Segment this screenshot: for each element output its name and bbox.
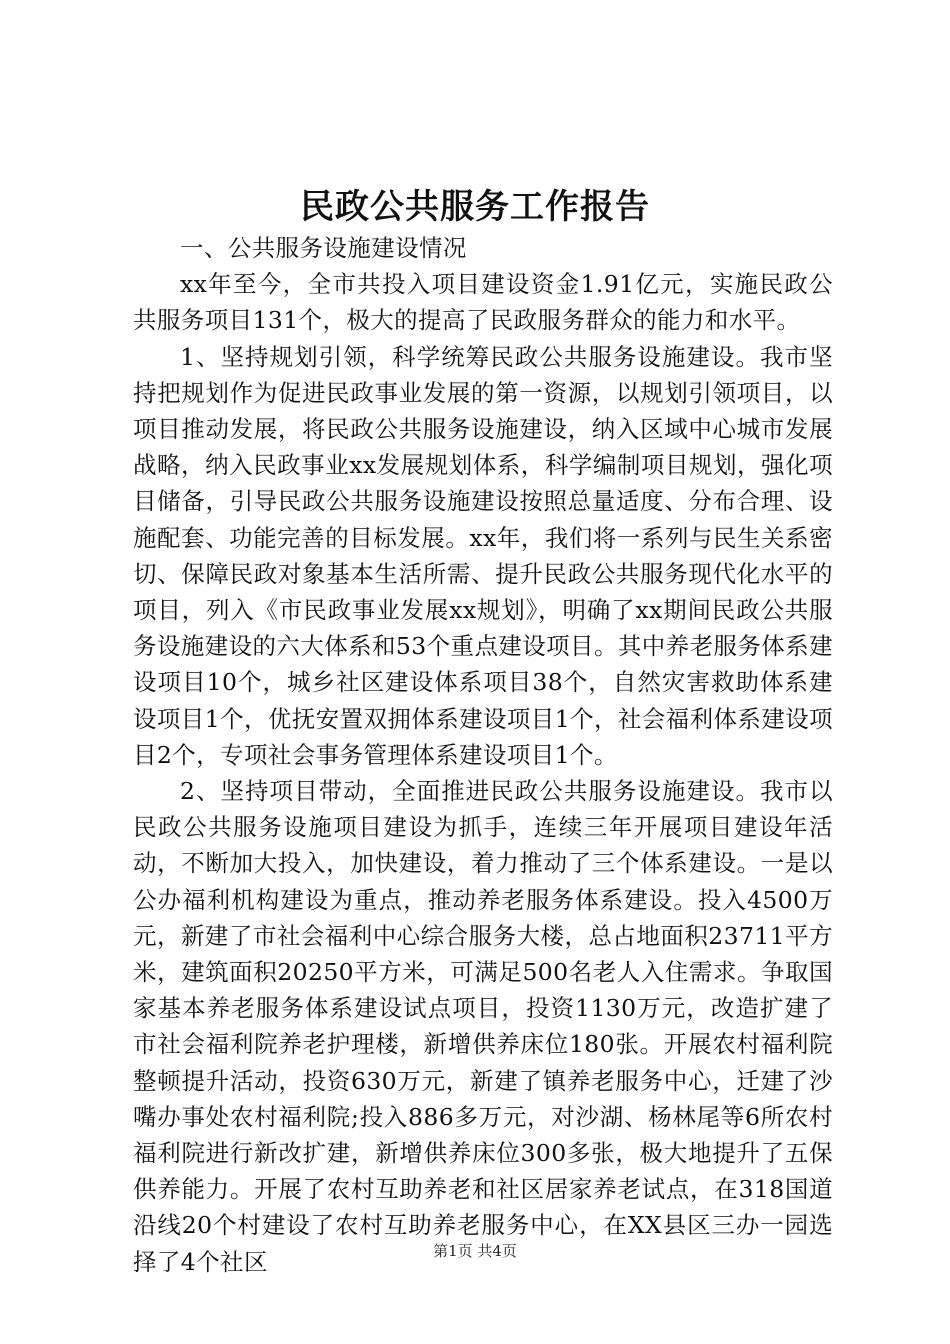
document-body xyxy=(133,230,833,1280)
document-title: 民政公共服务工作报告 xyxy=(300,187,650,227)
page-number-footer: 第1页 共4页 xyxy=(433,1242,517,1260)
paragraph-planning: 1、坚持规划引领，科学统筹民政公共服务设施建设。我市坚持把规划作为促进民政事业发展的第一资源，以规划引领项目，以项目推动发展，将民政公共服务设施建设，纳入区域中心城市发展战略，纳入民政事业xx发展规划体系，科学编制项目规划，强化项目储备，引导民政公共服务设施建设按照总量适度、分布合理、设施配套、功能完善的目标发展。xx年，我们将一系列与民生关系密切、保障民政对象基本生活所需、提升民政公共服务现代化水平的项目，列入《市民政事业发展xx规划》，明确了xx期间民政公共服务设施建设的六大体系和53个重点建设项目。其中养老服务体系建设项目10个，城乡社区建设体系项目38个，自然灾害救助体系建设项目1个，优抚安置双拥体系建设项目1个，社会福利体系建设项目2个，专项社会事务管理体系建设项目1个。 xyxy=(133,342,833,769)
paragraph-projects: 2、坚持项目带动，全面推进民政公共服务设施建设。我市以民政公共服务设施项目建设为抓手，连续三年开展项目建设年活动，不断加大投入，加快建设，着力推动了三个体系建设。一是以公办福利机构建设为重点，推动养老服务体系建设。投入4500万元，新建了市社会福利中心综合服务大楼，总占地面积23711平方米，建筑面积20250平方米，可满足500名老人入住需求。争取国家基本养老服务体系建设试点项目，投资1130万元，改造扩建了市社会福利院养老护理楼，新增供养床位180张。开展农村福利院整顿提升活动，投资630万元，新建了镇养老服务中心，迁建了沙嘴办事处农村福利院;投入886多万元，对沙湖、杨林尾等6所农村福利院进行新改扩建，新增供养床位300多张，极大地提升了五保供养能力。开展了农村互助养老和社区居家养老试点，在318国道沿线20个村建设了农村互助养老服务中心，在XX县区三办一园选择了4个社区 xyxy=(133,777,833,1276)
section-heading: 一、公共服务设施建设情况 xyxy=(180,234,467,262)
paragraph-intro: xx年至今，全市共投入项目建设资金1.91亿元，实施民政公共服务项目131个，极大的提高了民政服务群众的能力和水平。 xyxy=(133,270,833,335)
